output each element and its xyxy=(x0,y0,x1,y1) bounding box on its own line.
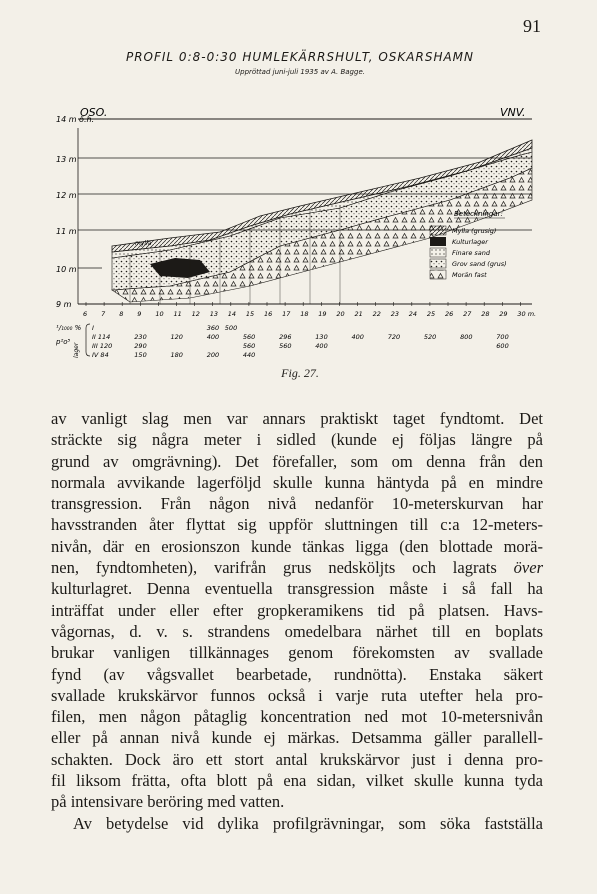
x-tick-label: 26 xyxy=(445,310,454,318)
table-side-label: lager xyxy=(73,342,80,358)
table-cell-value: 800 xyxy=(460,333,473,341)
figure-subtitle: Uppröttad juni-juli 1935 av A. Bagge. xyxy=(235,68,365,76)
text-line: svallade krukskärvor funnos också i varje ruta utefter hela pro- xyxy=(51,685,543,705)
x-tick-label: 9 xyxy=(137,310,142,318)
table-cell-value: 440 xyxy=(242,351,256,359)
direction-left: OSO. xyxy=(80,106,108,119)
table-cell-value: 500 xyxy=(224,324,238,332)
x-tick-label: 21 xyxy=(354,310,363,318)
text-line: på intensivare beröring med vatten. xyxy=(51,792,285,812)
x-tick-label: 12 xyxy=(191,310,200,318)
x-tick-label: 18 xyxy=(300,310,309,318)
x-tick-label: 28 xyxy=(481,310,490,318)
table-cell-value: 290 xyxy=(134,342,147,350)
text-line: sträckte sig några meter i sidled (kunde ej följas längre på xyxy=(51,430,543,450)
direction-right: VNV. xyxy=(500,106,526,119)
table-cell-value: 560 xyxy=(279,342,292,350)
text-line: havsstranden åter flyttat sig uppför sluttningen till c:a 12-meters- xyxy=(51,515,543,535)
profile-figure xyxy=(50,40,550,390)
table-cell-value: 400 xyxy=(206,333,220,341)
x-tick-label: 30 m. xyxy=(517,310,537,318)
table-param-label: p²o⁵ xyxy=(56,338,71,346)
x-tick-label: 22 xyxy=(372,310,381,318)
x-tick-label: 13 xyxy=(209,310,218,318)
text-line: kulturlagret. Denna eventuella transgression måste i så fall ha xyxy=(51,579,543,599)
table-cell-value: 200 xyxy=(206,351,220,359)
text-line: filen, men någon påtaglig koncentration ned mot 10-metersnivån xyxy=(51,707,543,727)
x-tick-label: 14 xyxy=(227,310,237,318)
table-cell-value: 150 xyxy=(134,351,147,359)
legend-swatch-fine-sand xyxy=(430,248,446,257)
x-tick-label: 23 xyxy=(390,310,399,318)
elev-label-12: 12 m xyxy=(56,191,77,200)
text-line: transgression. Från någon nivå nedanför 10-meterskurvan har xyxy=(51,494,543,514)
x-tick-label: 8 xyxy=(119,310,124,318)
legend-label-fine-sand: Finare sand xyxy=(452,249,491,257)
elev-label-13: 13 m xyxy=(56,155,77,164)
text-line: fynd (av vågsvallet bearbetade, rundnötta). Enstaka säkert xyxy=(51,664,543,684)
table-cell-value: 130 xyxy=(315,333,328,341)
figure-caption: Fig. 27. xyxy=(281,366,319,380)
table-cell-value: 296 xyxy=(279,333,292,341)
profile-drawing xyxy=(50,40,550,360)
elev-label-14: 14 m ö.h. xyxy=(56,115,95,124)
table-cell-value: 400 xyxy=(315,342,328,350)
table-row-id: IV 84 xyxy=(92,351,109,359)
table-row-id: III 120 xyxy=(92,342,113,350)
text-line: vågornas, d. v. s. strandens omedelbara närhet till en boplats xyxy=(51,621,543,641)
table-cell-value: 720 xyxy=(387,333,401,341)
legend-label-moraine: Morän fast xyxy=(452,271,487,279)
table-row-id: II 114 xyxy=(92,333,111,341)
table-cell-value: 700 xyxy=(496,333,509,341)
legend-swatch-moraine xyxy=(430,270,446,279)
legend-title: Beteckningar: xyxy=(454,210,503,218)
table-row-id: I xyxy=(92,324,94,332)
text-line: av vanligt slag men var annars praktiskt taget fyndtomt. Det xyxy=(51,409,543,428)
table-cell-value: 180 xyxy=(170,351,183,359)
table-cell-value: 120 xyxy=(170,333,183,341)
surface-label: mylla xyxy=(135,240,152,247)
elev-label-11: 11 m xyxy=(56,227,77,236)
text-line: schakten. Dock äro ett stort antal krukskärvor just i denna pro- xyxy=(51,749,543,769)
table-cell-value: 400 xyxy=(351,333,364,341)
x-tick-label: 17 xyxy=(282,310,291,318)
text-line: eller på annan nivå kunde ej märkas. Detsamma gäller parallell- xyxy=(51,728,543,748)
x-tick-label: 10 xyxy=(155,310,164,318)
x-tick-label: 29 xyxy=(499,310,508,318)
x-tick-label: 11 xyxy=(173,310,182,318)
legend-label-topsoil: Mylla (grusig) xyxy=(452,227,497,235)
table-cell-value: 230 xyxy=(134,333,147,341)
text-line: inträffat under eller efter gropkeramikens tid på platsen. Havs- xyxy=(51,600,543,620)
text-line: grund av omgrävning). Det förefaller, som om denna från den xyxy=(51,451,543,471)
elev-label-10: 10 m xyxy=(56,265,77,274)
text-line: brukar vanligen tillkännages genom förekomsten av svallade xyxy=(51,643,543,663)
emphasis: över xyxy=(513,558,543,578)
text-line: fil liksom frätta, ofta blott på ena sidan, vilket skulle kunna tyda xyxy=(51,771,543,791)
figure-title: PROFIL 0:8-0:30 HUMLEKÄRRSHULT, OSKARSHAMN xyxy=(125,50,475,64)
table-cell-value: 600 xyxy=(496,342,509,350)
text-line: Av betydelse vid dylika profilgrävningar, som söka fastställa xyxy=(73,813,543,833)
x-tick-label: 7 xyxy=(101,310,106,318)
x-tick-label: 20 xyxy=(336,310,345,318)
legend-swatch-culture xyxy=(430,237,446,246)
x-tick-label: 19 xyxy=(318,310,327,318)
table-cell-value: 560 xyxy=(242,342,256,350)
table-cell-value: 360 xyxy=(206,324,220,332)
body-text xyxy=(51,408,543,834)
x-tick-label: 25 xyxy=(426,310,436,318)
legend-swatch-coarse-sand xyxy=(430,259,446,268)
x-tick-label: 24 xyxy=(408,310,418,318)
legend-label-culture: Kulturlager xyxy=(452,238,488,246)
phosphate-table xyxy=(55,324,509,359)
elev-label-9: 9 m xyxy=(56,300,72,309)
legend-label-coarse-sand: Grov sand (grus) xyxy=(452,260,507,268)
text-line: nivån, där en erosionszon kunde tänkas ligga (den blottade morä- xyxy=(51,536,543,556)
x-tick-label: 27 xyxy=(463,310,472,318)
x-tick-label: 16 xyxy=(264,310,273,318)
table-cell-value: 560 xyxy=(242,333,256,341)
text-line: normala avvikande lagerföljd skulle kunna häntyda på en mindre xyxy=(51,472,543,492)
x-tick-label: 15 xyxy=(245,310,255,318)
page-number: 91 xyxy=(523,16,541,36)
table-unit-label: ¹/₁₀₀₀ % xyxy=(56,324,82,332)
legend-swatch-topsoil xyxy=(430,226,446,235)
text-line-with-emphasis: nen, fyndtomheten), varifrån grus nedsköljts och lagrats över xyxy=(51,558,543,578)
table-cell-value: 520 xyxy=(423,333,437,341)
x-tick-label: 6 xyxy=(83,310,88,318)
